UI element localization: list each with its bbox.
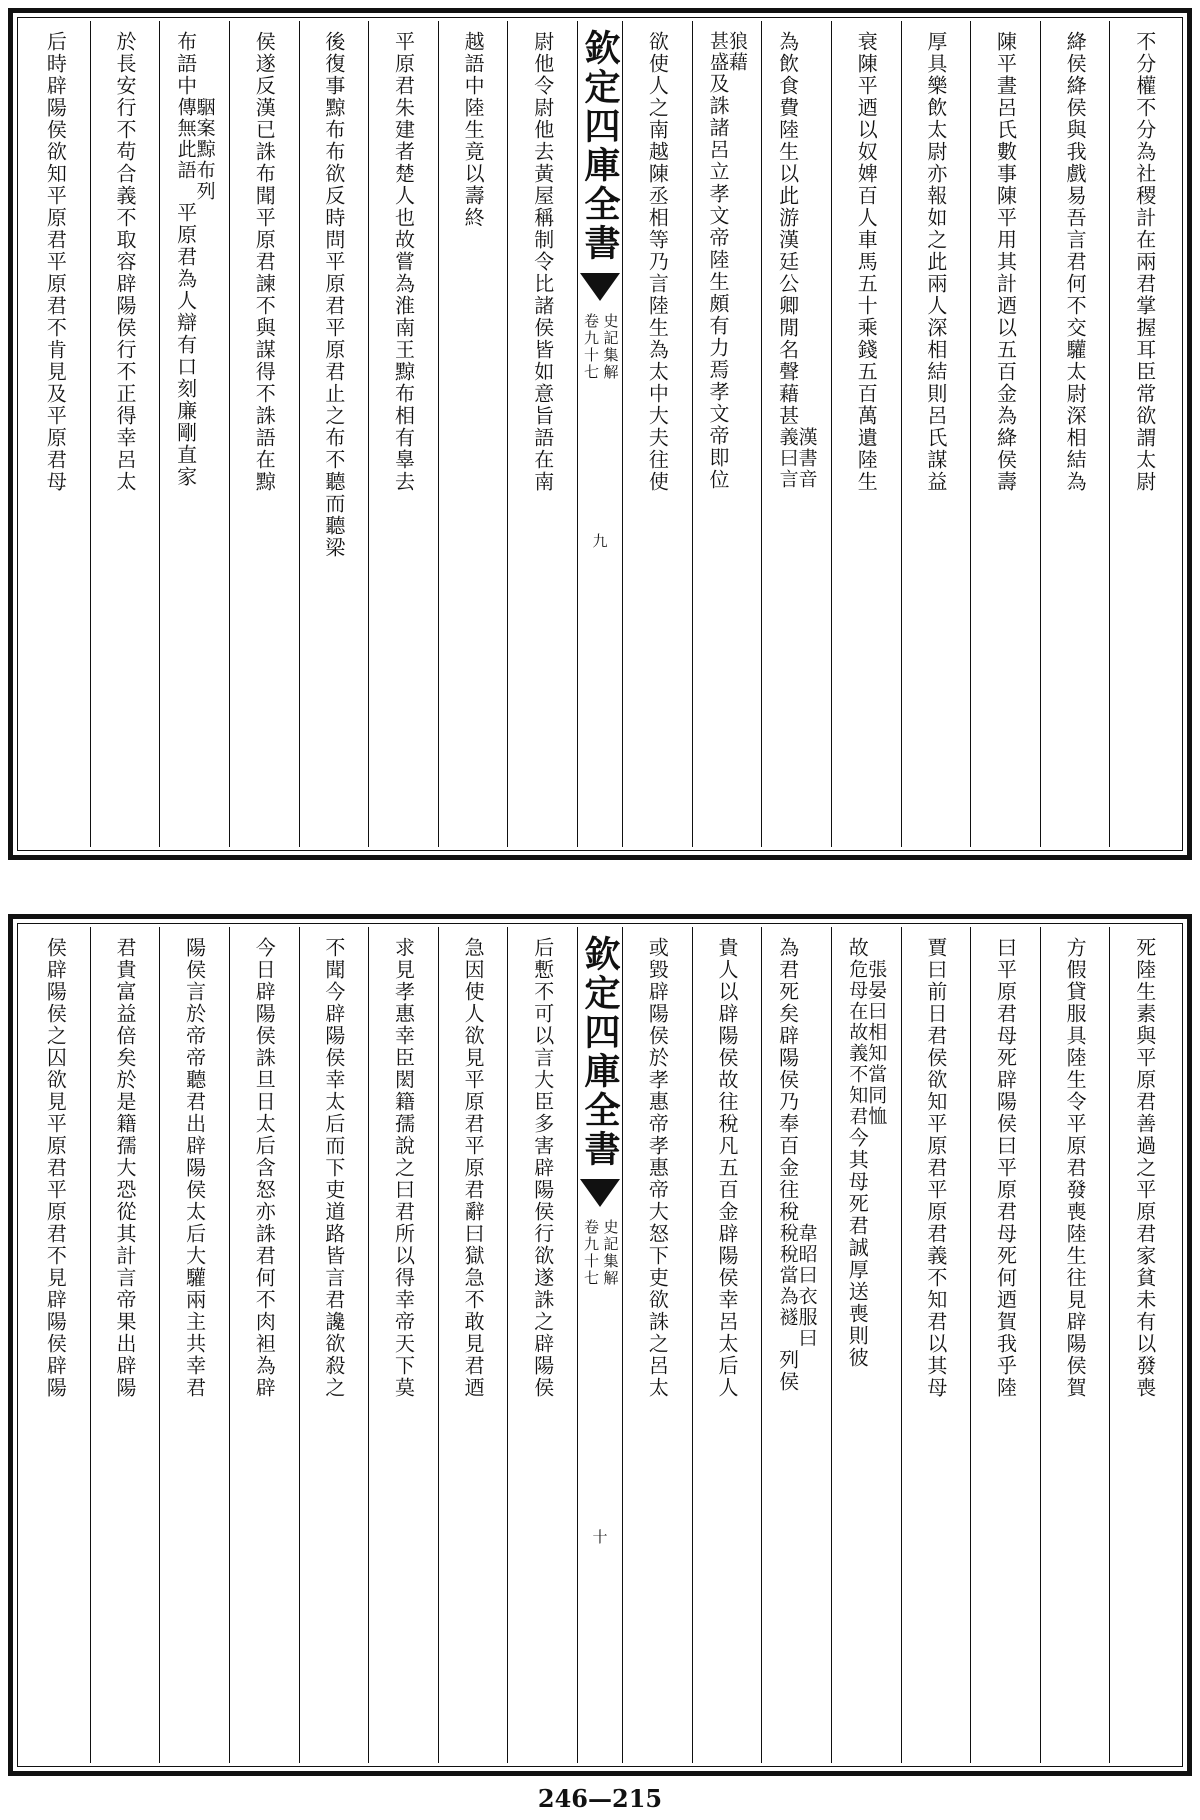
annotation-line: 甚盛 [706, 31, 729, 73]
text-column [507, 927, 577, 1763]
leaf-number: 十 [590, 1528, 609, 1544]
column-text: 及誅諸呂立孝文帝陸生頗有力焉孝文帝即位 [705, 73, 730, 491]
annotation-note [778, 1223, 816, 1349]
text-column [1109, 21, 1179, 847]
column-text: 厚具樂飲太尉亦報如之此兩人深相結則呂氏謀益 [923, 31, 948, 493]
column-text: 布語中 [173, 31, 198, 97]
column-text: 侯辟陽侯之囚欲見平原君平原君不見辟陽侯辟陽 [43, 937, 68, 1399]
annotation-line: 韋昭曰衣服曰 [795, 1223, 818, 1349]
annotation-line: 狼藉 [725, 31, 748, 73]
text-column [692, 927, 762, 1763]
text-column [229, 21, 299, 847]
text-column [438, 21, 508, 847]
annotation-line: 傳無此語 [174, 97, 197, 181]
text-column [970, 927, 1040, 1763]
text-column [622, 927, 692, 1763]
center-fold [577, 927, 622, 1763]
text-column [761, 21, 831, 847]
column-text: 不分權不分為社稷計在兩君掌握耳臣常欲謂太尉 [1132, 31, 1157, 493]
column-text: 衰陳平迺以奴婢百人車馬五十乘錢五百萬遺陸生 [854, 31, 879, 493]
text-column [368, 927, 438, 1763]
text-column [21, 927, 90, 1763]
text-column [831, 927, 901, 1763]
text-column [692, 21, 762, 847]
leaf-number: 九 [590, 533, 609, 549]
text-column [299, 927, 369, 1763]
annotation-line: 漢書音 [795, 427, 818, 490]
annotation-line: 稅稅當為襚 [776, 1223, 799, 1328]
column-text: 求見孝惠幸臣閎籍孺說之曰君所以得幸帝天下莫 [391, 937, 416, 1399]
column-text: 侯遂反漢已誅布聞平原君諫不與謀得不誅語在黥 [252, 31, 277, 493]
chapter-book: 史記集解 [601, 313, 620, 381]
column-text: 或毀辟陽侯於孝惠帝孝惠帝大怒下吏欲誅之呂太 [645, 937, 670, 1399]
text-column [299, 21, 369, 847]
column-text: 為君死矣辟陽侯乃奉百金往稅 [775, 937, 800, 1223]
column-text: 急因使人欲見平原君平原君辭曰獄急不敢見君迺 [461, 937, 486, 1399]
chapter-volume: 卷九十七 [582, 1219, 600, 1287]
annotation-note [176, 97, 214, 202]
text-column [438, 927, 508, 1763]
page-panel-bottom [8, 914, 1192, 1776]
column-text: 君貴富益倍矣於是籍孺大恐從其計言帝果出辟陽 [112, 937, 137, 1399]
text-column [159, 927, 229, 1763]
text-column [901, 21, 971, 847]
page-panel-top [8, 8, 1192, 860]
center-fold [577, 21, 622, 847]
column-text: 欲使人之南越陳丞相等乃言陸生為太中大夫往使 [645, 31, 670, 493]
column-text: 越語中陸生竟以壽終 [461, 31, 486, 229]
column-text: 絳侯絳侯與我戲易吾言君何不交驩太尉深相結為 [1063, 31, 1088, 493]
text-columns [21, 927, 1179, 1763]
text-column [1109, 927, 1179, 1763]
column-text: 后時辟陽侯欲知平原君平原君不肯見及平原君母 [43, 31, 68, 493]
column-text: 死陸生素與平原君善過之平原君家貧未有以發喪 [1132, 937, 1157, 1399]
column-text: 今日辟陽侯誅旦日太后含怒亦誅君何不肉袒為辟 [252, 937, 277, 1399]
book-title: 欽定四庫全書 [579, 29, 621, 263]
text-column [229, 927, 299, 1763]
text-column [901, 927, 971, 1763]
annotation-line: 駰案黥布列 [193, 97, 216, 202]
chapter-meta [581, 1219, 620, 1287]
text-column [761, 927, 831, 1763]
column-text: 列侯 [775, 1349, 800, 1393]
text-column [21, 21, 90, 847]
column-text: 不聞今辟陽侯幸太后而下吏道路皆言君讒欲殺之 [321, 937, 346, 1399]
column-text: 后慙不可以言大臣多害辟陽侯行欲遂誅之辟陽侯 [530, 937, 555, 1399]
book-title: 欽定四庫全書 [579, 935, 621, 1169]
text-column [507, 21, 577, 847]
column-text: 陽侯言於帝帝聽君出辟陽侯太后大驩兩主共幸君 [182, 937, 207, 1399]
column-text: 貴人以辟陽侯故往稅凡五百金辟陽侯幸呂太后人 [714, 937, 739, 1399]
text-column [368, 21, 438, 847]
annotation-note [778, 427, 816, 490]
annotation-line: 張晏曰相知當同恤 [865, 959, 888, 1127]
text-columns [21, 21, 1179, 847]
column-text: 於長安行不苟合義不取容辟陽侯行不正得幸呂太 [112, 31, 137, 493]
column-text: 後復事黥布布欲反時問平原君平原君止之布不聽而聽梁 [321, 31, 346, 559]
annotation-note [846, 959, 888, 1127]
column-text: 賈曰前日君侯欲知平原君平原君義不知君以其母 [923, 937, 948, 1399]
text-column [1040, 21, 1110, 847]
column-text: 故 [845, 937, 870, 959]
annotation-note [708, 31, 746, 73]
text-column [90, 927, 160, 1763]
column-text: 尉他令尉他去黃屋稱制令比諸侯皆如意旨語在南 [530, 31, 555, 493]
column-text: 今其母死君誠厚送喪則彼 [845, 1127, 870, 1369]
annotation-line: 危母在故義不知君 [846, 959, 869, 1127]
fish-tail-mark [580, 273, 620, 301]
text-column [970, 21, 1040, 847]
chapter-book: 史記集解 [601, 1219, 620, 1287]
text-column [622, 21, 692, 847]
text-column [1040, 927, 1110, 1763]
text-column [90, 21, 160, 847]
chapter-volume: 卷九十七 [582, 313, 600, 381]
column-text: 方假貸服具陸生令平原君發喪陸生往見辟陽侯賀 [1063, 937, 1088, 1399]
chapter-meta [581, 313, 620, 381]
column-text: 為飲食費陸生以此游漢廷公卿閒名聲藉甚 [775, 31, 800, 427]
text-column [831, 21, 901, 847]
fish-tail-mark [580, 1179, 620, 1207]
page-number: 246—215 [537, 1784, 663, 1813]
text-column [159, 21, 229, 847]
column-text: 平原君為人辯有口刻廉剛直家 [173, 202, 198, 488]
column-text: 平原君朱建者楚人也故嘗為淮南王黥布相有辠去 [391, 31, 416, 493]
column-text: 曰平原君母死辟陽侯曰平原君母死何迺賀我乎陸 [993, 937, 1018, 1399]
column-text: 陳平晝呂氏數事陳平用其計迺以五百金為絳侯壽 [993, 31, 1018, 493]
annotation-line: 義曰言 [776, 427, 799, 490]
